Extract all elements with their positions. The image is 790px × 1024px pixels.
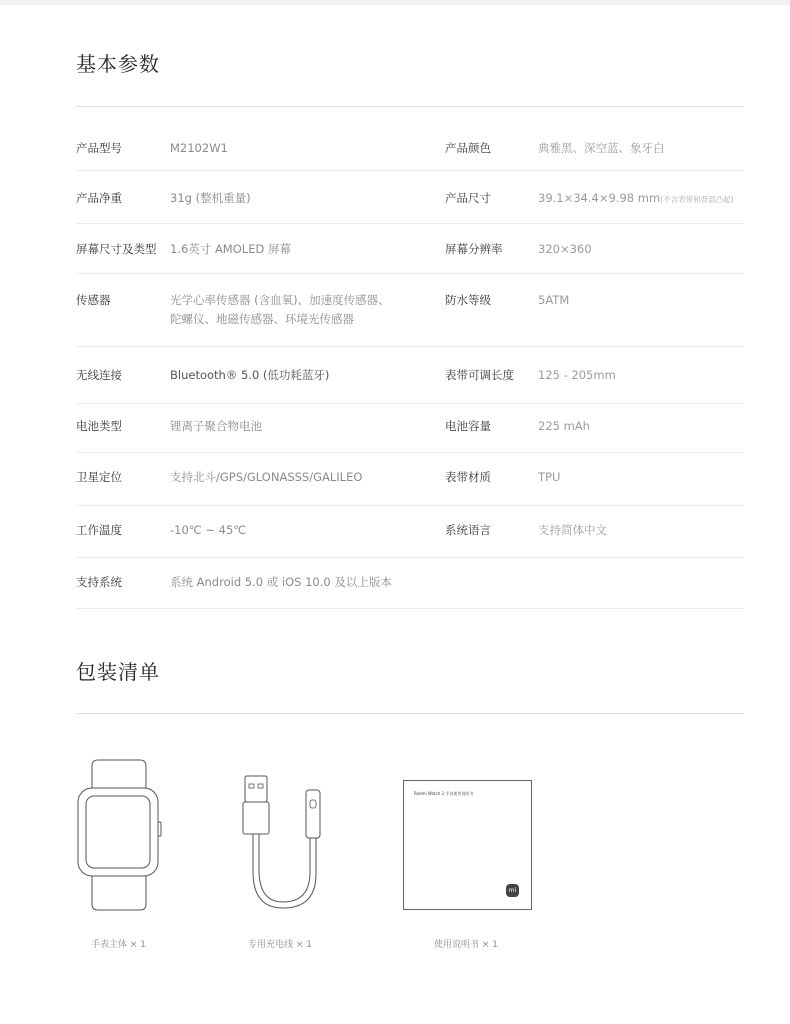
spec-value: -10℃ ~ 45℃	[170, 523, 247, 537]
spec-label: 产品型号	[76, 141, 122, 155]
spec-label: 电池类型	[76, 419, 122, 433]
mi-logo-icon: mi	[506, 884, 519, 897]
spec-label: 卫星定位	[76, 470, 122, 484]
spec-row	[76, 224, 744, 274]
spec-value	[538, 189, 734, 209]
spec-value: 支持简体中文	[538, 523, 607, 537]
spec-label: 表带可调长度	[445, 368, 514, 382]
spec-label: 屏幕分辨率	[445, 242, 503, 256]
spec-value: M2102W1	[170, 141, 228, 155]
spec-label: 表带材质	[445, 470, 491, 484]
size-value: 39.1×34.4×9.98 mm	[538, 191, 661, 205]
spec-label: 产品颜色	[445, 141, 491, 155]
top-bar	[0, 0, 790, 5]
spec-value: TPU	[538, 470, 561, 484]
item-caption: 手表主体 × 1	[91, 940, 146, 950]
spec-value: Bluetooth® 5.0 (低功耗蓝牙)	[170, 368, 330, 382]
spec-value: 锂离子聚合物电池	[170, 419, 262, 433]
spec-value: 125 - 205mm	[538, 368, 616, 382]
spec-value: 320×360	[538, 242, 592, 256]
spec-row	[76, 347, 744, 404]
spec-value: 系统 Android 5.0 或 iOS 10.0 及以上版本	[170, 575, 392, 589]
spec-label: 电池容量	[445, 419, 491, 433]
spec-label: 防水等级	[445, 293, 491, 307]
manual-booklet-icon	[403, 780, 532, 910]
spec-label: 产品净重	[76, 191, 122, 205]
spec-label: 工作温度	[76, 523, 122, 537]
spec-value: 1.6英寸 AMOLED 屏幕	[170, 242, 291, 256]
spec-row	[76, 171, 744, 224]
spec-row	[76, 453, 744, 506]
spec-value: 31g (整机重量)	[170, 191, 251, 205]
spec-row	[76, 404, 744, 453]
spec-label: 屏幕尺寸及类型	[76, 242, 157, 256]
spec-label: 支持系统	[76, 575, 122, 589]
smartwatch-icon	[70, 752, 170, 922]
item-caption: 使用说明书 × 1	[434, 940, 498, 950]
spec-row	[76, 506, 744, 558]
spec-row	[76, 274, 744, 347]
spec-label: 产品尺寸	[445, 191, 491, 205]
spec-label: 系统语言	[445, 523, 491, 537]
spec-value: 225 mAh	[538, 419, 590, 433]
package-divider	[76, 713, 744, 714]
spec-label: 传感器	[76, 293, 111, 307]
spec-label: 无线连接	[76, 368, 122, 382]
spec-row	[76, 558, 744, 609]
spec-value: 5ATM	[538, 293, 570, 307]
package-title: 包装清单	[76, 660, 160, 684]
charging-cable-icon	[236, 772, 326, 918]
spec-value: 典雅黑、深空蓝、象牙白	[538, 141, 665, 155]
specs-title: 基本参数	[76, 52, 160, 76]
manual-cover-text: Redmi Watch 2 手表使用说明书	[414, 791, 474, 796]
spec-value: 光学心率传感器 (含血氧)、加速度传感器、陀螺仪、地磁传感器、环境光传感器	[170, 293, 390, 326]
size-note: (不含表带和背部凸起)	[660, 195, 734, 204]
spec-row	[76, 107, 744, 171]
item-caption: 专用充电线 × 1	[248, 940, 312, 950]
spec-value: 支持北斗/GPS/GLONASSS/GALILEO	[170, 470, 363, 484]
specs-table	[76, 107, 744, 609]
